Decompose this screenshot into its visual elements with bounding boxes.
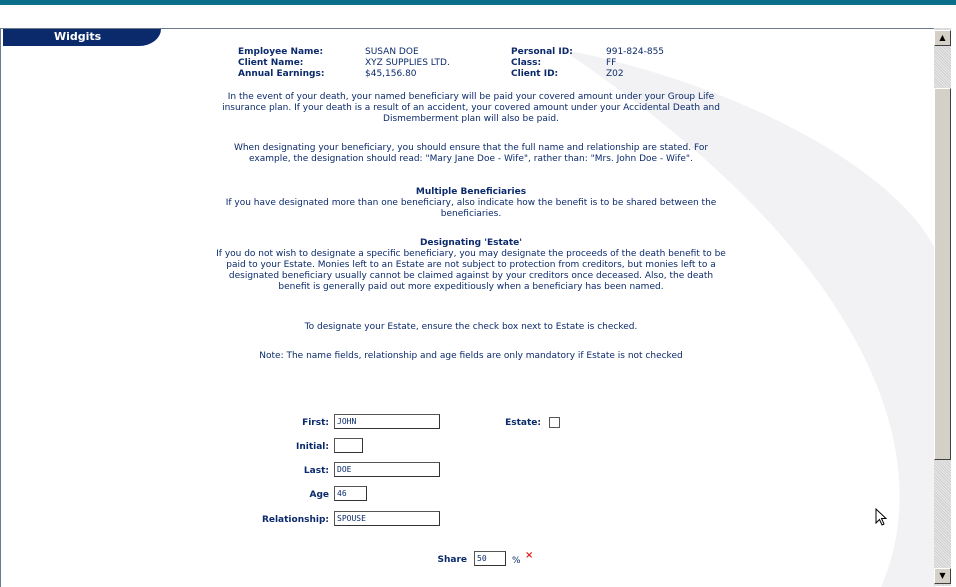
relationship-label: Relationship: [261, 515, 329, 525]
designating-paragraph: When designating your beneficiary, you should ensure that the full name and relationship are stated. For example, the designation should read: "Mary Jane Doe - Wife", rather than: "Mrs. John Doe - Wife". [233, 143, 709, 164]
required-icon: × [525, 550, 534, 561]
estate-body: If you do not wish to designate a specific beneficiary, you may designate the proceeds of the death benefit to be paid to your Estate. Monies left to an Estate are not subject to protection from creditors, but monies left to a designated beneficiary usually cannot be claimed against by your creditors once deceased. Also, the death benefit is generally paid out more expeditiously when a beneficiary has been named. [216, 249, 726, 292]
employee-name-value: SUSAN DOE [365, 47, 419, 57]
estate-heading: Designating 'Estate' [419, 238, 523, 248]
age-input[interactable]: 46 [334, 486, 367, 501]
scroll-thumb[interactable] [934, 88, 951, 460]
scroll-down-button[interactable]: ▼ [934, 568, 951, 584]
content-frame [0, 28, 935, 587]
annual-earnings-value: $45,156.80 [365, 69, 417, 79]
client-id-value: Z02 [606, 69, 624, 79]
client-id-label: Client ID: [511, 69, 559, 79]
scroll-up-button[interactable]: ▲ [934, 30, 951, 46]
estate-checkbox[interactable] [549, 417, 560, 428]
estate-section [216, 238, 726, 293]
estate-label: Estate: [505, 418, 541, 428]
intro-paragraph: In the event of your death, your named beneficiary will be paid your covered amount under your Group Life insurance plan. If your death is a result of an accident, your covered amount under your Accidental Death and Dismemberment plan will also be paid. [222, 92, 720, 124]
widgits-tab[interactable]: Widgits [3, 29, 161, 46]
client-name-label: Client Name: [238, 58, 304, 68]
mandatory-note: Note: The name fields, relationship and age fields are only mandatory if Estate is not checked [259, 351, 683, 361]
initial-input[interactable] [334, 438, 363, 453]
last-name-label: Last: [303, 466, 329, 476]
top-accent-bar [0, 0, 956, 5]
personal-id-value: 991-824-855 [606, 47, 665, 57]
percent-sign: % [512, 556, 521, 566]
personal-id-label: Personal ID: [511, 47, 573, 57]
share-label: Share [437, 555, 467, 565]
first-name-input[interactable]: JOHN [334, 414, 440, 429]
client-name-value: XYZ SUPPLIES LTD. [365, 58, 450, 68]
employee-name-label: Employee Name: [238, 47, 324, 57]
initial-label: Initial: [296, 442, 329, 452]
mouse-cursor-icon [875, 508, 889, 528]
class-value: FF [606, 58, 617, 68]
first-name-label: First: [302, 418, 329, 428]
multiple-beneficiaries-body: If you have designated more than one beneficiary, also indicate how the benefit is to be shared between the beneficiaries. [225, 198, 717, 219]
relationship-input[interactable]: SPOUSE [334, 511, 440, 526]
share-input[interactable]: 50 [474, 551, 506, 566]
age-label: Age [309, 490, 329, 500]
multiple-beneficiaries-section [216, 187, 726, 220]
annual-earnings-label: Annual Earnings: [238, 69, 325, 79]
last-name-input[interactable]: DOE [334, 462, 440, 477]
estate-instruction: To designate your Estate, ensure the check box next to Estate is checked. [304, 322, 638, 332]
multiple-beneficiaries-heading: Multiple Beneficiaries [415, 187, 527, 197]
class-label: Class: [511, 58, 542, 68]
